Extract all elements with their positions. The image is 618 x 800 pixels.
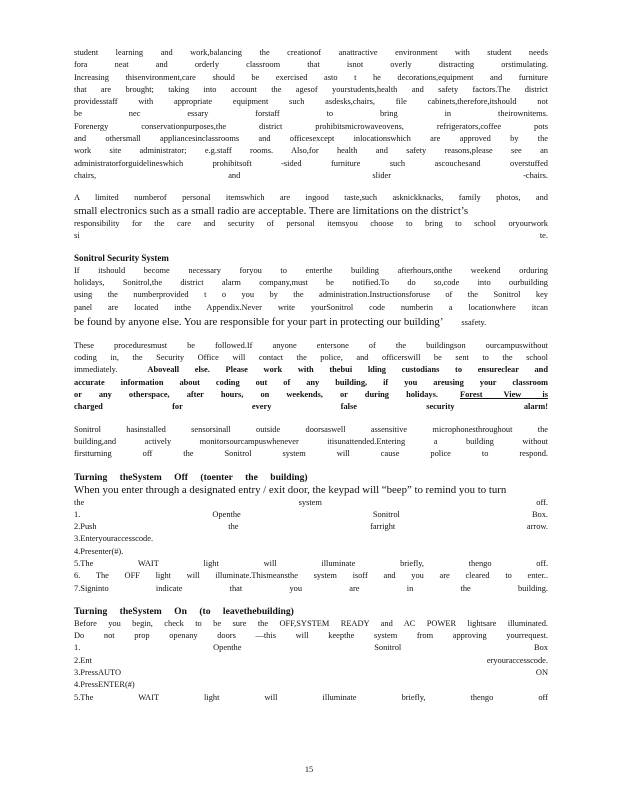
text-line-large-mixed	[74, 314, 548, 330]
text-line: A limited numberof personal itemswhich are ingood taste,such asknickknacks, family photos, and	[74, 193, 548, 203]
page-number: 15	[304, 765, 314, 774]
text-line: chairs, and slider -chairs.	[74, 170, 548, 180]
text-line: student learning and work,balancing the creationof anattractive environment with student needs	[74, 48, 548, 57]
large-text: be found by anyone else. You are responsible for your part in protecting our building’	[74, 315, 444, 328]
text-line: firstturning off the Sonitrol system will cause police to respond.	[74, 449, 548, 459]
sonitrol-section	[74, 252, 548, 330]
text-line: panel are located inthe Appendix.Never write yourSonitrol code numberin a locationwhere itcan	[74, 302, 548, 312]
text-line: Before you begin, check to be sure the OFF,SYSTEM READY and AC POWER lightsare illuminated.	[74, 618, 548, 628]
step-item: 6. The OFF light will illuminate.Thismeansthe system isoff and you are cleared to enter..	[74, 571, 548, 581]
text-line-large: small electronics such as a small radio are acceptable. There are limitations on the district’s	[74, 204, 469, 217]
personal-items-paragraph	[74, 192, 548, 242]
text-line: fora neat and orderly classroom that isnot overly distracting orstimulating.	[74, 60, 548, 70]
turning-off-section	[74, 471, 548, 595]
text-line: Forenergy conservationpurposes,the district prohibitsmicrowaveovens, refrigerators,coffee pots	[74, 121, 548, 131]
text-line: and othersmall appliancesinclassrooms and officesexcept inlocationswhich are approved by the	[74, 134, 548, 144]
text-line: providesstaff with appropriate equipment such asdesks,chairs, file cabinets,therefore,itshould not	[74, 97, 548, 107]
section-heading: Sonitrol Security System	[74, 253, 169, 264]
text-line: using the numberprovided t o you by the administration.Instructionsforuse of the Sonitrol key	[74, 290, 548, 300]
text-line: si te.	[74, 230, 548, 240]
underlined-text: Forest View is	[459, 390, 548, 400]
page-content	[74, 47, 548, 704]
section-heading: Turning theSystem Off (toenter the building)	[74, 471, 308, 483]
step-item: 7.Signinto indicate that you are in the building.	[74, 583, 548, 593]
text-line-mixed	[74, 364, 548, 376]
text-line: Do not prop openany doors —this will keepthe system from approving yourrequest.	[74, 631, 548, 641]
classroom-environment-paragraph	[74, 47, 548, 182]
text-line: the system off.	[74, 497, 548, 507]
text-line: coding in, the Security Office will contact the police, and officerswill be sent to the school	[74, 353, 548, 363]
bold-text-line: charged for every false security alarm!	[74, 402, 548, 412]
small-text: ssafety.	[461, 317, 487, 327]
bold-text-line-mixed	[74, 389, 548, 401]
step-item: 4.PressENTER(#)	[74, 680, 135, 690]
text-line: holidays, Sonitrol,the district alarm company,must be notified.To do so,code into ourbuilding	[74, 277, 548, 287]
text-line: If itshould become necessary foryou to enterthe building afterhours,onthe weekend orduring	[74, 265, 548, 275]
text-line: building,and actively monitorsourcampuswhenever itisunattended.Entering a building without	[74, 436, 548, 446]
section-heading: Turning theSystem On (to leavethebuilding)	[74, 605, 294, 617]
step-item: 1. Openthe Sonitrol Box.	[74, 509, 548, 519]
text-line: Increasing thisenvironment,care should be exercised asto t he decorations,equipment and furniture	[74, 72, 548, 82]
procedures-paragraph	[74, 340, 548, 414]
text-line: work site administrator; e.g.staff rooms. Also,for health and safety reasons,please see an	[74, 146, 548, 156]
text-line: Sonitrol hasinstalled sensorsinall outside doorsaswell assensitive microphonesthroughout the	[74, 424, 548, 434]
step-item: 4.Presenter(#).	[74, 546, 124, 556]
step-item: 5.The WAIT light will illuminate briefly, thengo off.	[74, 559, 548, 568]
text-line: that are brought; taking into account the agesof yourstudents,health and safety factors.The district	[74, 84, 548, 94]
step-item: 3.Enteryouraccesscode.	[74, 534, 154, 544]
bold-text-line: accurate information about coding out of any building, if you areusing your classroom	[74, 377, 548, 387]
step-item: 3.PressAUTO ON	[74, 668, 548, 678]
turning-on-section	[74, 605, 548, 704]
plain-text: immediately.	[74, 365, 118, 375]
text-line: These proceduresmust be followed.If anyone entersone of the buildingson ourcampuswithout	[74, 340, 548, 350]
text-line: be nec essary forstaff to bring in theirownitems.	[74, 109, 548, 119]
bold-text: Aboveall else. Please work with thebui lding custodians to ensureclear and	[147, 365, 548, 375]
sensors-paragraph	[74, 424, 548, 461]
step-item: 2.Ent eryouraccesscode.	[74, 655, 548, 665]
step-item: 5.The WAIT light will illuminate briefly, thengo off	[74, 692, 548, 702]
text-line: administratorforguidelineswhich prohibitsoft -sided furniture such ascouchesand overstuffed	[74, 158, 548, 168]
step-item: 2.Push the farright arrow.	[74, 522, 548, 532]
text-line-large: When you enter through a designated entry / exit door, the keypad will “beep” to remind you to turn	[74, 483, 507, 496]
bold-text: or any otherspace, after hours, on weekends, or during holidays.	[74, 390, 438, 400]
step-item: 1. Openthe Sonitrol Box	[74, 643, 548, 653]
text-line: responsibility for the care and security of personal itemsyou choose to bring to school oryourwork	[74, 218, 548, 228]
